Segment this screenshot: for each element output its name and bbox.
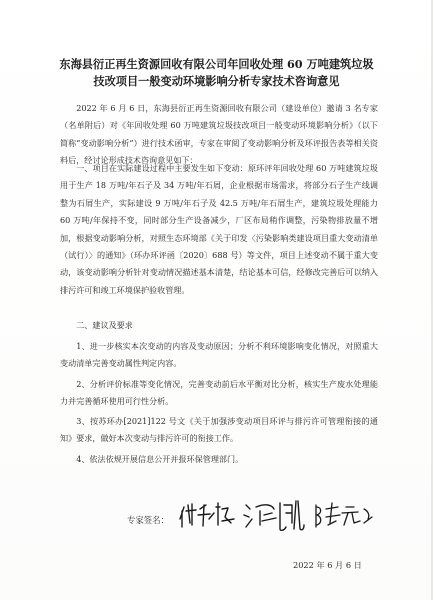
signature-label: 专家签名： <box>127 515 169 525</box>
suggestion-item: 2、分析评价标准等变化情况，完善变动前后水平衡对比分析，核实生产废水处理能力并完善循环使用可行性分析。 <box>60 379 378 407</box>
handwritten-signatures <box>176 493 376 535</box>
item-one-paragraph: 一、项目在实际建设过程中主要发生如下变动：原环评年回收处理 60 万吨建筑垃圾用于生产 18 万吨/年石子及 34 万吨/年石屑，企业根据市场需求，将部分石子生产线调整为石屑生产，实际建设 9 万吨/年石子及 42.5 万吨/年石屑生产，建筑垃圾处理能力 60 万吨/年保持不变，同时部分生产设备减少，厂区布局稍作调整，污染物排放量不增加，根据变动影响分析，对照生态环境部《关于印发〈污染影响类建设项目重大变动清单（试行）〉的通知》（环办环评函〔2020〕688 号）等文件，项目上述变动不属于重大变动，该变动影响分析针对变动情况描述基本清楚，结论基本可信，经修改完善后可以纳入排污许可和竣工环境保护验收管理。 <box>60 163 378 295</box>
signature-3 <box>316 503 372 527</box>
document-title-line1: 东海县衍正再生资源回收有限公司年回收处理 60 万吨建筑垃圾 <box>59 57 374 71</box>
section-heading-suggestions: 二、建议及要求 <box>76 320 133 330</box>
suggestion-item: 3、按苏环办[2021]122 号文《关于加强涉变动项目环评与排污许可管理衔接的通知》要求，做好本次变动与排污许可的衔接工作。 <box>60 416 378 444</box>
signature-2 <box>244 501 304 530</box>
intro-paragraph: 2022 年 6 月 6 日，东海县衍正再生资源回收有限公司（建设单位）邀请 3 名专家（名单附后）对《年回收处理 60 万吨建筑垃圾技改项目一般变动环境影响分析》（以下简称“变动影响分析”）进行技术函审，专家在审阅了变动影响分析及环评报告表等相关资料后，经讨论形成技术咨询意见如下： <box>60 103 378 166</box>
document-title-line2: 技改项目一般变动环境影响分析专家技术咨询意见 <box>93 74 340 88</box>
signature-1 <box>180 503 234 527</box>
suggestion-item: 4、依法依规开展信息公开并报环保管理部门。 <box>76 454 244 464</box>
suggestion-item: 1、进一步核实本次变动的内容及变动原因；分析不利环境影响变化情况，对照重大变动清单完善变动属性判定内容。 <box>60 341 378 369</box>
signature-date: 2022 年 6 月 6 日 <box>293 560 362 570</box>
